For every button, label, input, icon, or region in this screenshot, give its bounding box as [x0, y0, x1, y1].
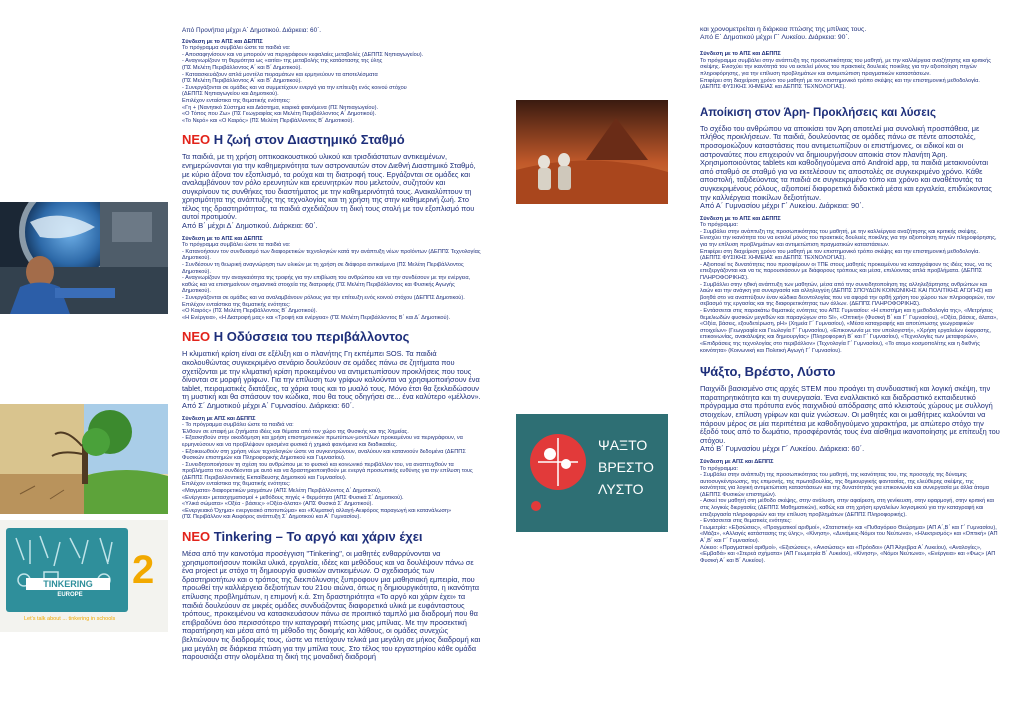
- line: - Αναγνωρίζουν την αναγκαιότητα της τροφής για την επιβίωση του ανθρώπου και να την συνδέσουν με την ενέργεια, καθώς και να επισημαίνουν σημαντικά στοιχεία της διατροφής (ΠΣ Μελέτη Περιβάλλοντος και Φυσικής Αγωγής Δημοτικού).: [182, 275, 471, 295]
- tinkering-sub: EUROPE: [57, 592, 83, 598]
- line: Το πρόγραμμα:: [700, 222, 739, 229]
- tinkering-paragraph: Μέσα από την καινοτόμα προσέγγιση "Tinkering", οι μαθητές ενθαρρύνονται να χρησιμοποιήσουν ποικίλα υλικά, εργαλεία, ιδέες και μεθόδους και να δουλέψουν πάνω σε ένα project με στόχο τη δημιουργία φυσικών αντικειμένων. Ο σχεδιασμός των δραστηριοτήτων και ο τρόπος της διεκπόλυνσης ξυπροφουν μια μαθησιακή εμπειρία, που προωθεί την καλλιέργεια δεξιοτήτων του 21ου αιώνα, όπως η δημιουργικότητα, η ικανότητα επίλυσης προβλημάτων, η επιμονή κ.ά. Στη δραστηριότητα «Το αργό και χάριν έχει» τα παιδιά δουλεύουν σε μικρές ομάδες συνδυάζοντας διαφορετικά υλικά με ευφάνταστους τρόπους, προκειμένου να κατασκευάσουν πάνω σε προιπικό ταμπλό μια διαδρομή που θα επιβραδύνει όσο περισσότερο την καταγραφή πτώσης μιας μπίλιας. Με την προσεκτική παρατήρηση και μέσα από τη μέθοδο της δοκιμής και λάθους, οι ομάδες συνεχώς βελτιώνουν τις διαδρομές τους, ώστε να πετύχουν τελικά μια μεγάλη σε μήκος διαδρομή και μια μεγάλη σε διάρκεια πτώση για την μπίλια τους. Στο τέλος του εργαστηρίου κάθε ομάδα παρουσιάζει στην ολομέλεια τη δική της μοναδική διαδρομή: [182, 549, 481, 662]
- col4-small: Το πρόγραμμα συμβάλει στην ανάπτυξη της προσωπικότητας του μαθητή, με την καλλιέργεια αναζήτησης και κριτικής σκέψης. Ενισχύει την ικανότητά του να εκτελεί μόνος του πρακτικές δουλειές ποικίλης για την αξιοποίηση πηγών πληροφόρησης, για την επίλυση προβλημάτων και αντιμετώπιση πραγματικών καταστάσεων.: [700, 57, 991, 77]
- title-text: Tinkering – Το αργό και χάριν έχει: [213, 529, 423, 545]
- mars-audience: Από Α΄ Γυμνασίου μέχρι Γ΄ Λυκείου. Διάρκεια: 90΄.: [700, 201, 864, 211]
- line: Επιλέχον ενταίστικα της θεματικής ενότητες:: [182, 97, 291, 104]
- col4-links-title: Σύνδεση με το ΑΠΣ και ΔΕΠΠΣ: [700, 51, 781, 58]
- line: - Συνειδητοποιήσουν τη σχέση του ανθρώπου με το φυσικό και κοινωνικό περιβάλλον του, να αναπτυχθούν τα προβλήματα του συνδέονται με αυτό και να δραστηριοποιηθούν με ενεργά προσωπικής ευθύνης για την επίλυση τους (ΔΕΠΠΣ Περιβαλλοντικής Εκπαίδευσης Δημοτικού και Γυμνασίου).: [182, 461, 473, 481]
- space-paragraph: Τα παιδιά, με τη χρήση οπτικοακουστικού υλικού και τρισδιάστατων αντικειμένων, ενημερώνονται για την καθημερινότητα των αστροναυτών στον Διεθνή Διαστημικό Σταθμό, με κύριο άξονα τον εξοπλισμό, τα ρούχα και τη διατροφή τους. Εργάζονται σε ομάδες και αναλαμβάνουν τον ρόλο ερευνητών και ερευνητριών που μελετούν, συζητούν και συγκρίνουν τις συνθήκες του διαστήματος με την καθημερινότητά τους. Ανακαλύπτουν τη χρησιμότητα της ανάπτυξης της τεχνολογίας και τη χρήση της στην καθημερινή ζωή. Στο τέλος της δραστηριότητας, τα παιδιά σχεδιάζουν τη δική τους στολή με τον εξοπλισμό που αυτοί προτιμούν.: [182, 152, 476, 222]
- line: - Εξοικειωθούν στη χρήση νέων τεχνολογιών ώστε να συγκεντρώνουν, αναλύουν και κατανοούν δεδομένα (ΔΕΠΠΣ Φυσικών επιστημών και Πληροφορικής Δημοτικού και Γυμνασίου).: [182, 448, 466, 462]
- section-title-tinkering: [182, 529, 482, 544]
- line: - Συνδέσουν τη θεωρική αναγνώρηση των υλικών με τη χρήση σε διάφορα αντικείμενα (ΠΣ Μελέτη Περιβάλλοντος Δημοτικού).: [182, 262, 464, 275]
- env-audience: Από Σ΄ Δημοτικού μέχρι Α΄ Γυμνασίου. Διάρκεια: 60΄.: [182, 400, 355, 410]
- line: Γεωμετρία: «Εξισώσεις», «Πραγματικοί αριθμοί», «Στατιστική» και «Πυθαγόρειο Θεώρημα» (ΑΠ Α΄,Β΄ και Γ΄ Γυμνασίου), «Μάζα», «Αλλαγές κατάστασης της ύλης», «Κίνηση», «Δυνάμεις-Νόμοι του Νεύτωνα», «Ηλεκτρισμός» και «Οπτική» (ΑΠ Α΄,Β΄ και Γ΄ Γυμνασίου).: [700, 524, 998, 545]
- line: Έλθουν σε επαφή με ζητήματα ιδέες και θέματα από τον χώρο της Φυσικής και της Χημείας.: [182, 428, 409, 435]
- mars-links-title: Σύνδεση με το ΑΠΣ και ΔΕΠΠΣ: [700, 215, 781, 222]
- line: - Αναγνωρίζουν τη θερμότητα ως «αιτία» της μεταβολής της κατάστασης της ύλης: [182, 58, 383, 65]
- line: - Συμβάλει στην ανάπτυξη της προσωπικότητας του μαθητή, με την καλλιέργεια αναζήτησης και κριτικής σκέψης. Ενισχύει την ικανότητα του να εκτελεί μόνος του πρακτικές δουλειές ποικίλης για την αξιοποίηση πηγών πληροφόρησης, για την επίλυση προβλημάτων και αντιμετώπιση πραγματικών καταστάσεων.: [700, 228, 997, 249]
- line: - Αποσαφηνίσουν και να μπορούν να περιγράφουν κεφαλαίες μεταβολές (ΔΕΠΠΣ Νηπιαγωγείου).: [182, 51, 424, 58]
- line: «Ενεργειακό Όχημα» ενεργειακό αποτυπώμα» και «Κλιματική αλλαγή-Αειφόρος παραγωγή και κατανάλωση»: [182, 507, 452, 514]
- line: - Το πρόγραμμα συμβάλει ώστε τα παιδιά να:: [182, 422, 294, 429]
- psaxto-brain-image: [516, 414, 668, 532]
- section-title-environment: [182, 329, 482, 344]
- line: Επιλέχον ενταίστικα της θεματικής ενότητες:: [182, 301, 291, 308]
- mars-astronauts-photo: [516, 100, 668, 204]
- tinkering-badge: TINKERING: [26, 578, 110, 590]
- line: - Καταασκευάζουν απλά μοντέλα πειραμάτων και ερμηνεύουν τα αποτελέσματα: [182, 71, 378, 78]
- section-title-psaxto: Ψάξτο, Βρέστο, Λύστο: [700, 364, 836, 380]
- space-links: [182, 242, 482, 321]
- tinkering-number: 2: [132, 548, 155, 592]
- line: «Το Νερό» και «Ο Καιρός» (ΠΣ Μελέτη Περιβάλλοντος Β΄ Δημοτικού).: [182, 117, 354, 124]
- psaxto-links-title: Σύνδεση με ΑΠΣ και ΔΕΠΠΣ: [700, 458, 774, 465]
- links-title: Σύνδεση με το ΑΠΣ και ΔΕΠΠΣ: [182, 38, 263, 45]
- psaxto-audience: Από Β΄ Γυμνασίου μέχρι Γ΄ Λυκείου. Διάρκεια: 60΄.: [700, 444, 865, 454]
- line: Επιλέχον ενταίστικα της θεματικής ενότητες:: [182, 481, 291, 488]
- col4-line: και χρονομετρείται η διάρκεια πτώσης της μπίλιας τους.: [700, 26, 867, 33]
- line: Το πρόγραμμα συμβάλει ώστε τα παιδιά να:: [182, 45, 291, 52]
- section-title-mars: Αποίκιση στον Άρη- Προκλήσεις και λύσεις: [700, 106, 936, 119]
- neo-label: NEO: [182, 529, 211, 545]
- climate-tree-photo: [0, 404, 168, 514]
- line: «Γη + (Νανητικό Σύστημα και Διάστημα, καιρικά φαινόμενα (ΠΣ Νηπιαγωγείου).: [182, 104, 379, 111]
- line: (ΔΕΠΠΣ Νηπιαγωγείου και Δημοτικού).: [182, 91, 279, 98]
- tinkering-europe-logo: [0, 520, 168, 632]
- psaxto-line: ΒΡΕΣΤΟ: [598, 459, 654, 475]
- mars-links: [700, 222, 1000, 354]
- line: - Εξασκηθούν στην οικοδόμηση και χρήση επιστημονικών πρωτύπων-μοντέλων προκειμένου να περιγράφουν, να ερμηνεύσουν και να προβλέψουν ορισμένα φυσικά ή χημικά φαινόμενα και διαδικασίες.: [182, 435, 463, 448]
- col4-line: Από Ε΄ Δημοτικού μέχρι Γ΄ Λυκείου. Διάρκεια: 90΄.: [700, 33, 850, 41]
- line: «Η Ενέργεια», «Η Διατροφή μας» και «Τροφή και ενέργεια» (ΠΣ Μελέτη Περιβάλλοντος Β΄ και Δ΄ Δημοτικού).: [182, 314, 451, 321]
- line: (ΠΣ Μελέτη Περιβάλλοντος Α΄ και Β΄ Δημοτικού).: [182, 64, 302, 71]
- line: «Ενέργεια» μετασχηματισμοί + μεθόδους πηγές + θερμότητα (ΑΠΣ Φυσικά Σ΄ Δημοτικού).: [182, 494, 404, 501]
- psaxto-line: ΛΥΣΤΟ: [598, 481, 644, 497]
- mars-paragraph: Το σχέδιο του ανθρώπου να αποικίσει τον Άρη αποτελεί μια συνολική προσπάθεια, με πλήθος προκλήσεων. Τα παιδιά, δουλεύοντας σε ομάδες πάνω σε πέντε αποστολές, προσομοιώζουν καταστάσεις που αντιμετωπίζουν οι επιστήμονες, οι ειδικοί και οι αστροναύτες που επιχειρούν να δημιουργήσουν αποικία στον πλανήτη Άρη. Χρησιμοποιούντας tablets και καθοδηγούμενα από Android app, τα παιδιά μετακινούνται από σταθμό σε σταθμό για να εκτελέσουν τις αποστολές σε συγκεκριμένο χρόνο. Κάθε αποστολή, ταξιδεύοντας τα παιδιά σε συγκεκριμένο τόπο και χρόνο και αναθέτοντάς τα συγκεκριμένους ρόλους, αξιοποιεί διαφορετικά διδακτικά μέσα και εργαλεία, επιδιώκοντας την καλλιέργεια ποικίλων δεξιοτήτων.: [700, 123, 992, 202]
- psaxto-line: ΨΑΞΤΟ: [598, 437, 648, 453]
- neo-label: NEO: [182, 132, 211, 148]
- line: - Συνεργάζονται σε ομάδες και να συμμετέχουν ενεργά για την επίτευξη ενός κοινού στόχου: [182, 84, 407, 91]
- env-links: [182, 422, 482, 521]
- line: «Υλικά σώματα» «Οξέα - βάσεις» «Οξέα-άλατα» (ΑΠΣ Φυσικά Σ΄ Δημοτικού).: [182, 501, 373, 508]
- title-text: Η ζωή στον Διαστημικό Σταθμό: [213, 132, 405, 148]
- line: - Κατανοήσουν τον συνδυασμό των διαφορετικών τεχνολογιών κατά την ανάπτυξη νέων προϊόντων (ΔΕΠΠΣ Τεχνολογίας Δημοτικού).: [182, 248, 481, 262]
- intro-audience: Από Προνήπια μέχρι Α΄ Δημοτικού. Διάρκεια: 60΄.: [182, 27, 322, 34]
- space-station-photo: [0, 202, 168, 314]
- line: «Ο Τόπος που Ζω» (ΠΣ Γεωγραφίας και Μελέτη Περιβάλλοντος Α΄ Δημοτικού).: [182, 111, 377, 118]
- line: - Εντάσσεται στις παρακάτω θεματικές ενότητες του ΑΠΣ Γυμνασίου: «Η επιστήμη και η μεθοδολογία της», «Μετρήσεις θεμελιωδών φυσικών μεγεθών και παραγώγων στο SI», «Οπτική» (Φυσική Β΄ και Γ΄ Γυμνασίου), «Οξέα, βάσεις, άλατα», «Οξέα, βάσεις, εξουδετέρωση, pH» (Χημεία Γ΄ Γυμνασίου), «Μέσα καταγραφής και αποτύπωσης γεωγραφικών στοιχείων» (Γεωγραφία και Γεωλογία Γ΄ Γυμνασίου), «Επικοινωνία με τον υπολογιστή», «Χρήση εργαλείων έκφρασης, επικοινωνίας, ανακάλυψης και δημιουργίας» (Πληροφορική Β΄ και Γ΄ Γυμνασίου), «Τεχνολογίες των μεταφορών», «Επιδράσεις της τεχνολογίας στο περιβάλλον» (Τεχνολογία Γ΄ Γυμνασίου), «Το ατομο κοσμοπολίτης και η διεθνής κοινότητα» (Κοινωνική και Πολιτική Αγωγή Γ΄ Γυμνασίου).: [700, 308, 998, 354]
- line: (ΠΣ Περιβάλλον και Αειφόρος ανάπτυξη Σ΄ Δημοτικού και Α΄ Γυμνασίου).: [182, 514, 361, 521]
- line: - Ασκεί τον μαθητή στη μέθοδο σκέψης, στην ανάλυση, στην αφαίρεση, στη γενίκευση, στην εφαρμογή, στην κριτική και στις λογικές διεργασίες (ΔΕΠΠΣ Μαθηματικών), καθώς και στη χρήση εργαλείων λογισμικού για την καταγραφή και επεξεργασία πληροφοριών και την επίλυση προβλημάτων (ΔΕΠΠΣ Πληροφορικής).: [700, 498, 994, 518]
- intro-links: [182, 45, 482, 124]
- space-audience: Από Β΄ μέχρι Δ΄ Δημοτικού. Διάρκεια: 60΄.: [182, 221, 318, 231]
- line: Το πρόγραμμα συμβάλει ώστε τα παιδιά να:: [182, 242, 291, 249]
- line: - Εντάσσεται στις θεματικές ενότητες:: [700, 518, 792, 525]
- line: Το πρόγραμμα:: [700, 465, 739, 472]
- psaxto-links: [700, 466, 1000, 565]
- tinkering-caption: Let's talk about ... tinkering in schools: [24, 616, 116, 622]
- env-links-title: Σύνδεση με ΑΠΣ και ΔΕΠΠΣ: [182, 415, 256, 422]
- line: - Συμβάλει στην ανάπτυξη της προσωπικότητας του μαθητή, της ικανότητας του, της προσοχής της δύναμης αυτοσυγκέντρωσης, της επιμονής, της πρωτοβουλίας, της δημιουργικής φαντασίας, της ελεύθερης σκέψης, της ικανότητας για λογική αντιμετώπιση καταστάσεων και της δυνατότητάς για επικοινωνία και συνεργασία με άλλα άτομα (ΔΕΠΠΣ Φυσικών επιστημών).: [700, 472, 989, 498]
- psaxto-paragraph: Παιχνίδι βασισμένο στις αρχές STEM που προάγει τη συνδυαστική και λογική σκέψη, την παρατηρητικότητα και τη συνεργασία. Ένα εναλλακτικό και διαδραστικό εκπαιδευτικό πρόγραμμα στα πρότυπα ενός παιχνιδιού απόδρασης από κλειστούς χώρους με συλλογή στοιχείων, επίλυση γρίφων και quiz γνώσεων. Οι μαθητές και οι μαθήτριες καλούνται να πάρουν μέρος σε μία περιπέτεια με καθοδηγούμενο χαρακτήρα, με απώτερο στόχο την έξοδό τους από το δωμάτιο, προσφέροντάς τους ένα αίσθημα ικανοποίησης με επίτευξη του στόχου.: [700, 384, 1000, 445]
- line: «Ο Καιρός» (ΠΣ Μελέτη Περιβάλλοντος Β΄ Δημοτικού).: [182, 308, 318, 315]
- column-two: [182, 28, 482, 662]
- space-links-title: Σύνδεση με το ΑΠΣ και ΔΕΠΠΣ: [182, 235, 263, 242]
- neo-label: NEO: [182, 329, 211, 345]
- line: (ΠΣ Μελέτη Περιβάλλοντος Α΄ και Β΄ Δημοτικού).: [182, 78, 302, 85]
- col4-small: Επιφέρει στη διαχείριση χρόνο του μαθητή με τον επιστημονικό τρόπο σκέψης και την επιστημονική μεθοδολογία. (ΔΕΠΠΣ ΦΥΣΙΚΗΣ ΧΗΜΕΙΑΣ και ΔΕΠΠΣ ΤΕΧΝΟΛΟΓΙΑΣ).: [700, 77, 980, 91]
- line: «Μαγματα» διαφορετικών μαγμάτων (ΑΠΣ Μελέτη Περιβάλλοντος Δ΄ Δημοτικού).: [182, 488, 382, 495]
- line: - Συμβάλλει στην ηθική ανάπτυξη των μαθητών, μέσα από την συνειδητοποίηση της αλληλεξάρτησης ανθρώπων και λαών και την ανάγκη για συνεργασία και αλληλεγγύη (ΔΕΠΠΣ ΣΠΟΥΔΩΝ ΚΟΙΝΩΝΙΚΗΣ ΚΑΙ ΠΟΛΙΤΙΚΗΣ ΑΓΩΓΗΣ) και βοηθά στο να αναπτύξουν έναν κώδικα δεοντολογίας που να αφορά την ορθή χρήση του χώρου των πληροφοριών, τον σεβασμό της εργασίας και της διαφορετικότητας των άλλων. (ΔΕΠΠΣ ΠΛΗΡΟΦΟΡΙΚΗΣ).: [700, 281, 995, 308]
- line: - Συνεργάζονται σε ομάδες και να αναλαμβάνουν ρόλους για την επίτευξη ενός κοινού στόχου (ΔΕΠΠΣ Δημοτικού).: [182, 295, 465, 301]
- line: - Αξιοποιεί τις δυνατότητες που προσφέρουν οι ΤΠΕ στους μαθητές προκειμένου να καταγράφουν τις ιδέες τους, να τις επεξεργάζονται και να τις παρουσιάσουν με διάφορους τρόπους και μέσα, επιλύοντας απλά προβλήματα. (ΔΕΠΠΣ ΠΛΗΡΟΦΟΡΙΚΗΣ).: [700, 261, 992, 282]
- title-text: Η Οδύσσεια του περιβάλλοντος: [213, 329, 410, 345]
- env-paragraph: Η κλιματική κρίση είναι σε εξέλιξη και ο πλανήτης Γη εκπέμπει SOS. Τα παιδιά ακολουθώντας συγκεκριμένο σενάριο δουλεύουν σε ομάδες πάνω σε ζητήματα που σχετίζονται με την κλιματική κρίση προκειμένου να αντιμετωπίσουν προκλήσεις που τους δίνονται σε μορφή γρίφων. Για την επίλυση των γρίφων καλούνται να χρησιμοποιήσουν ένα tablet, πειραματικές διατάξεις, τα χάρια τους και το μυαλό τους. Μόνο έτσι θα ξεκλειδώσουν τη μυστική και θα σπάσουν τον κώδικα, που θα τους οδηγήσει σε... ένα καλύτερο «μέλλον».: [182, 349, 481, 402]
- section-title-space: [182, 132, 482, 147]
- line: Επιφέρει στη διαχείριση χρόνο του μαθητή με τον επιστημονικό τρόπο σκέψης και την επιστημονική μεθοδολογία. (ΔΕΠΠΣ ΦΥΣΙΚΗΣ ΧΗΜΕΙΑΣ και ΔΕΠΠΣ ΤΕΧΝΟΛΟΓΙΑΣ).: [700, 248, 980, 262]
- line: Λύκειο: «Πραγματικοί αριθμοί», «Εξισώσεις», «Ανισώσεις» και «Πρόοδοι» (ΑΠ Άλγεβρα Α΄ Λυκείου), «Αναλογίες», «Εμβαδά» και «Στερεά σχήματα» (ΑΠ Γεωμετρία Β΄ Λυκείου), «Κίνηση», «Νόμοι Νεύτωνα», «Ενέργεια» και «Φως» (ΑΠ Φυσική Α΄ και Β΄ Λυκείου).: [700, 544, 996, 564]
- column-four: [700, 26, 1000, 564]
